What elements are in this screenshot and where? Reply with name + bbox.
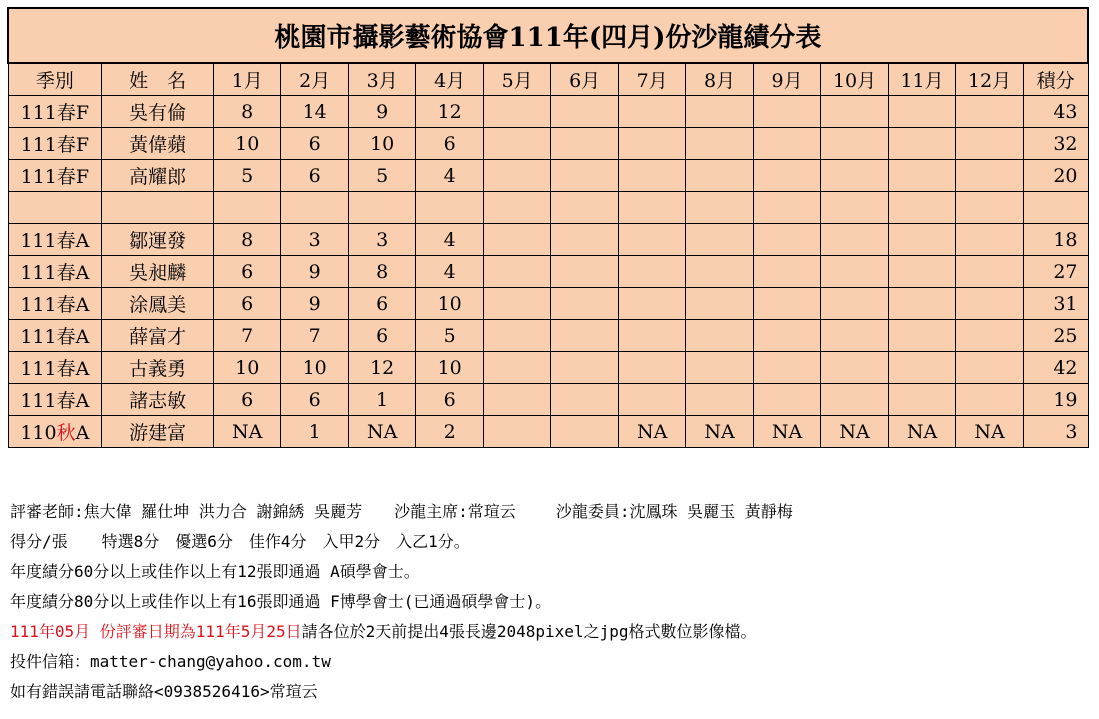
- month-score-cell: 10: [213, 352, 280, 384]
- season-cell: 111春A: [8, 256, 102, 288]
- month-score-cell: [956, 128, 1023, 160]
- month-score-cell: [483, 320, 550, 352]
- month-score-cell: 4: [416, 224, 483, 256]
- member-name-cell: 游建富: [102, 416, 214, 448]
- month-score-cell: 10: [213, 128, 280, 160]
- member-name-cell: 吳昶麟: [102, 256, 214, 288]
- month-score-cell: [888, 320, 955, 352]
- month-score-cell: [956, 288, 1023, 320]
- notes-line-staff: [10, 497, 1090, 527]
- month-score-cell: [888, 224, 955, 256]
- month-score-cell: [618, 128, 685, 160]
- month-score-cell: [888, 128, 955, 160]
- total-score-cell: 20: [1023, 160, 1088, 192]
- season-cell: 111春A: [8, 352, 102, 384]
- season-suffix: A: [75, 422, 90, 444]
- month-score-cell: 6: [281, 128, 348, 160]
- month-score-cell: [821, 128, 888, 160]
- month-score-cell: [753, 128, 820, 160]
- member-name-cell: 薛富才: [102, 320, 214, 352]
- month-score-cell: [686, 160, 753, 192]
- month-score-cell: [483, 128, 550, 160]
- total-score-cell: 32: [1023, 128, 1088, 160]
- month-score-cell: [483, 416, 550, 448]
- member-name-cell: 黃偉蘋: [102, 128, 214, 160]
- month-score-cell: [551, 96, 618, 128]
- scoring-label: 得分/張: [10, 532, 68, 551]
- month-score-cell: [686, 192, 753, 224]
- month-score-cell: 6: [213, 256, 280, 288]
- notes-line-rule-a: 年度績分60分以上或佳作以上有12張即通過 A碩學會士。: [10, 562, 420, 581]
- season-prefix: 110: [20, 422, 57, 444]
- deadline-date-text: 111年05月 份評審日期為111年5月25日: [10, 622, 302, 641]
- member-name-cell: [102, 192, 214, 224]
- month-score-cell: [821, 352, 888, 384]
- table-row: [8, 416, 1088, 448]
- month-score-cell: [483, 288, 550, 320]
- month-score-cell: 6: [213, 288, 280, 320]
- month-score-cell: [753, 224, 820, 256]
- season-highlight: 秋: [56, 422, 76, 444]
- member-name-cell: 高耀郎: [102, 160, 214, 192]
- month-score-cell: [618, 256, 685, 288]
- month-score-cell: [483, 384, 550, 416]
- total-score-cell: 27: [1023, 256, 1088, 288]
- header-row: [8, 63, 1088, 96]
- month-score-cell: 6: [416, 128, 483, 160]
- month-score-cell: [618, 192, 685, 224]
- month-score-cell: [686, 288, 753, 320]
- header-cell: 積分: [1023, 63, 1088, 96]
- month-score-cell: [551, 384, 618, 416]
- table-row: [8, 128, 1088, 160]
- month-score-cell: 12: [416, 96, 483, 128]
- month-score-cell: [618, 352, 685, 384]
- month-score-cell: 9: [281, 288, 348, 320]
- month-score-cell: NA: [686, 416, 753, 448]
- header-cell: 7月: [618, 63, 685, 96]
- month-score-cell: [551, 256, 618, 288]
- month-score-cell: 9: [348, 96, 415, 128]
- month-score-cell: 3: [281, 224, 348, 256]
- month-score-cell: [551, 192, 618, 224]
- total-score-cell: [1023, 192, 1088, 224]
- member-name-cell: 古義勇: [102, 352, 214, 384]
- month-score-cell: 6: [281, 160, 348, 192]
- month-score-cell: [686, 256, 753, 288]
- month-score-cell: [956, 160, 1023, 192]
- month-score-cell: NA: [888, 416, 955, 448]
- deadline-instruction: 請各位於2天前提出4張長邊2048pixel之jpg格式數位影像檔。: [301, 622, 757, 641]
- season-cell: 111春A: [8, 320, 102, 352]
- month-score-cell: 6: [348, 320, 415, 352]
- month-score-cell: 8: [213, 96, 280, 128]
- month-score-cell: [821, 320, 888, 352]
- notes-line-email: 投件信箱：matter-chang@yahoo.com.tw: [10, 652, 331, 671]
- total-score-cell: 42: [1023, 352, 1088, 384]
- month-score-cell: [821, 288, 888, 320]
- month-score-cell: 5: [213, 160, 280, 192]
- season-cell: 111春A: [8, 224, 102, 256]
- header-cell: 1月: [213, 63, 280, 96]
- table-body: [8, 96, 1088, 448]
- month-score-cell: [821, 192, 888, 224]
- season-cell: 111春F: [8, 96, 102, 128]
- month-score-cell: [483, 256, 550, 288]
- month-score-cell: [821, 384, 888, 416]
- table-row: [8, 384, 1088, 416]
- table-row: [8, 320, 1088, 352]
- total-score-cell: 31: [1023, 288, 1088, 320]
- month-score-cell: [618, 320, 685, 352]
- committee-text: 沙龍委員:沈鳳珠 吳麗玉 黃靜梅: [555, 502, 793, 521]
- header-cell: 3月: [348, 63, 415, 96]
- month-score-cell: [551, 320, 618, 352]
- season-cell: 111春F: [8, 128, 102, 160]
- month-score-cell: 6: [281, 384, 348, 416]
- sheet-title: 桃園市攝影藝術協會111年(四月)份沙龍績分表: [8, 8, 1088, 63]
- total-score-cell: 19: [1023, 384, 1088, 416]
- notes-line-rule-f: 年度績分80分以上或佳作以上有16張即通過 F博學會士(已通過碩學會士)。: [10, 592, 552, 611]
- month-score-cell: [753, 320, 820, 352]
- month-score-cell: [686, 320, 753, 352]
- month-score-cell: [618, 96, 685, 128]
- month-score-cell: 7: [281, 320, 348, 352]
- month-score-cell: NA: [821, 416, 888, 448]
- notes-line-deadline: [10, 617, 1090, 647]
- member-name-cell: 諸志敏: [102, 384, 214, 416]
- month-score-cell: [551, 288, 618, 320]
- month-score-cell: [956, 224, 1023, 256]
- month-score-cell: [551, 416, 618, 448]
- month-score-cell: 1: [281, 416, 348, 448]
- table-row: [8, 352, 1088, 384]
- month-score-cell: [956, 96, 1023, 128]
- header-cell: 季別: [8, 63, 102, 96]
- month-score-cell: [888, 160, 955, 192]
- month-score-cell: NA: [618, 416, 685, 448]
- header-cell: 姓 名: [102, 63, 214, 96]
- month-score-cell: 10: [281, 352, 348, 384]
- header-cell: 4月: [416, 63, 483, 96]
- season-cell: 111春A: [8, 288, 102, 320]
- month-score-cell: 5: [416, 320, 483, 352]
- score-sheet: [7, 7, 1089, 448]
- season-cell: [8, 416, 102, 448]
- month-score-cell: 6: [213, 384, 280, 416]
- month-score-cell: [483, 96, 550, 128]
- month-score-cell: [483, 352, 550, 384]
- month-score-cell: 3: [348, 224, 415, 256]
- month-score-cell: 1: [348, 384, 415, 416]
- total-score-cell: 3: [1023, 416, 1088, 448]
- month-score-cell: [213, 192, 280, 224]
- month-score-cell: 8: [213, 224, 280, 256]
- month-score-cell: [483, 192, 550, 224]
- month-score-cell: [753, 384, 820, 416]
- month-score-cell: [753, 96, 820, 128]
- month-score-cell: [686, 384, 753, 416]
- month-score-cell: [686, 224, 753, 256]
- notes-line-contact: 如有錯誤請電話聯絡<0938526416>常瑄云: [10, 682, 318, 701]
- month-score-cell: 6: [348, 288, 415, 320]
- month-score-cell: 14: [281, 96, 348, 128]
- month-score-cell: [753, 192, 820, 224]
- month-score-cell: [821, 160, 888, 192]
- month-score-cell: 10: [348, 128, 415, 160]
- chair-text: 沙龍主席:常瑄云: [394, 502, 516, 521]
- season-cell: [8, 192, 102, 224]
- header-cell: 10月: [821, 63, 888, 96]
- month-score-cell: [753, 288, 820, 320]
- member-name-cell: 鄒運發: [102, 224, 214, 256]
- month-score-cell: NA: [753, 416, 820, 448]
- header-cell: 2月: [281, 63, 348, 96]
- month-score-cell: [956, 384, 1023, 416]
- month-score-cell: [956, 192, 1023, 224]
- header-cell: 9月: [753, 63, 820, 96]
- month-score-cell: [753, 160, 820, 192]
- month-score-cell: [888, 352, 955, 384]
- month-score-cell: [888, 256, 955, 288]
- month-score-cell: 10: [416, 352, 483, 384]
- month-score-cell: [686, 128, 753, 160]
- table-row: [8, 256, 1088, 288]
- month-score-cell: [686, 352, 753, 384]
- header-cell: 11月: [888, 63, 955, 96]
- member-name-cell: 吳有倫: [102, 96, 214, 128]
- month-score-cell: [551, 128, 618, 160]
- month-score-cell: 12: [348, 352, 415, 384]
- notes-section: [10, 497, 1090, 707]
- month-score-cell: [753, 256, 820, 288]
- month-score-cell: 5: [348, 160, 415, 192]
- score-table: [7, 7, 1089, 448]
- month-score-cell: [483, 224, 550, 256]
- month-score-cell: [956, 352, 1023, 384]
- total-score-cell: 18: [1023, 224, 1088, 256]
- month-score-cell: [888, 96, 955, 128]
- month-score-cell: [888, 192, 955, 224]
- month-score-cell: [618, 160, 685, 192]
- month-score-cell: [483, 160, 550, 192]
- month-score-cell: [348, 192, 415, 224]
- month-score-cell: [551, 160, 618, 192]
- month-score-cell: [686, 96, 753, 128]
- month-score-cell: 6: [416, 384, 483, 416]
- season-cell: 111春A: [8, 384, 102, 416]
- month-score-cell: NA: [213, 416, 280, 448]
- month-score-cell: [888, 384, 955, 416]
- table-row: [8, 288, 1088, 320]
- month-score-cell: NA: [348, 416, 415, 448]
- notes-line-scoring: [10, 527, 1090, 557]
- season-cell: 111春F: [8, 160, 102, 192]
- month-score-cell: [753, 352, 820, 384]
- header-cell: 6月: [551, 63, 618, 96]
- month-score-cell: 7: [213, 320, 280, 352]
- month-score-cell: [888, 288, 955, 320]
- month-score-cell: 8: [348, 256, 415, 288]
- month-score-cell: [551, 352, 618, 384]
- judges-text: 評審老師:焦大偉 羅仕坤 洪力合 謝錦綉 吳麗芳: [10, 502, 363, 521]
- total-score-cell: 25: [1023, 320, 1088, 352]
- table-row: [8, 96, 1088, 128]
- month-score-cell: [618, 288, 685, 320]
- month-score-cell: [618, 224, 685, 256]
- table-row: [8, 192, 1088, 224]
- month-score-cell: [956, 256, 1023, 288]
- month-score-cell: [618, 384, 685, 416]
- month-score-cell: 9: [281, 256, 348, 288]
- month-score-cell: NA: [956, 416, 1023, 448]
- month-score-cell: [821, 224, 888, 256]
- header-cell: 12月: [956, 63, 1023, 96]
- table-row: [8, 224, 1088, 256]
- month-score-cell: [956, 320, 1023, 352]
- month-score-cell: 4: [416, 160, 483, 192]
- header-cell: 5月: [483, 63, 550, 96]
- month-score-cell: 4: [416, 256, 483, 288]
- month-score-cell: 2: [416, 416, 483, 448]
- member-name-cell: 涂鳳美: [102, 288, 214, 320]
- table-row: [8, 160, 1088, 192]
- scoring-text: 特選8分 優選6分 佳作4分 入甲2分 入乙1分。: [101, 532, 470, 551]
- month-score-cell: [281, 192, 348, 224]
- header-cell: 8月: [686, 63, 753, 96]
- month-score-cell: [821, 256, 888, 288]
- total-score-cell: 43: [1023, 96, 1088, 128]
- month-score-cell: [551, 224, 618, 256]
- month-score-cell: [821, 96, 888, 128]
- month-score-cell: 10: [416, 288, 483, 320]
- month-score-cell: [416, 192, 483, 224]
